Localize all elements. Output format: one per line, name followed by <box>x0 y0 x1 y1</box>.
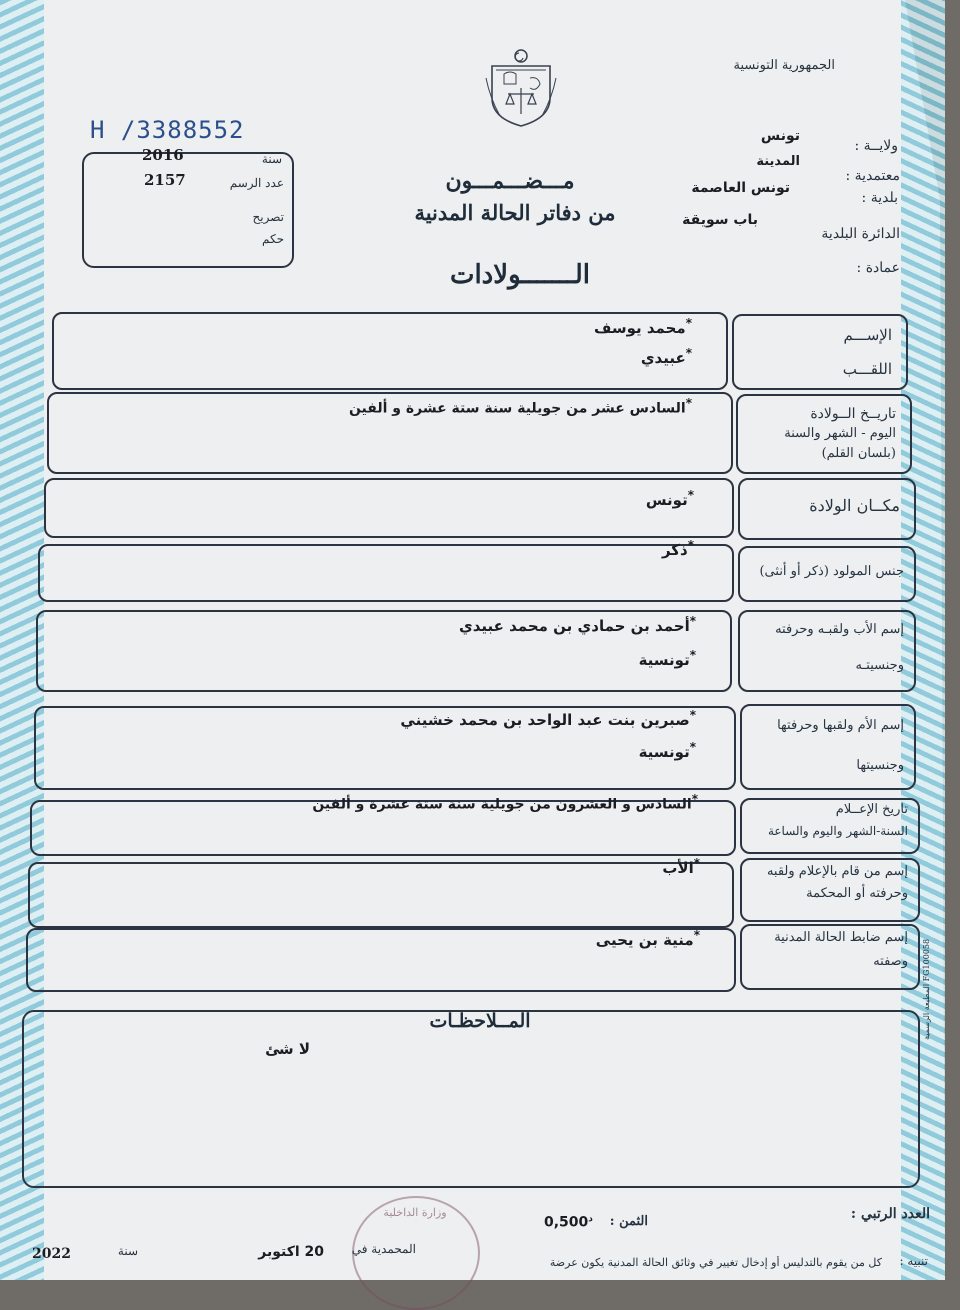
field-label-officer-detail: وصفته <box>873 954 908 969</box>
document-title-content: مـــضـــمـــون <box>445 168 575 194</box>
notice-text: كل من يقوم بالتدليس أو إدخال تغيير في وثائق الحالة المدنية يكون عرضة <box>549 1256 882 1269</box>
issue-place: المحمدية في <box>351 1242 416 1256</box>
field-value-first-name: *محمد يوسف <box>594 316 692 337</box>
price-label: الثمن : <box>609 1214 648 1229</box>
notice-label: تنبيه : <box>899 1254 928 1268</box>
remarks-value: لا شئ <box>265 1040 310 1058</box>
field-label-mother-nationality: وجنسيتها <box>856 758 904 773</box>
field-label-birth-place: مكــان الولادة <box>809 496 900 515</box>
imada-label: عمادة : <box>856 260 900 276</box>
printer-mark: المطبعة الرسمية FG100058 <box>922 938 931 1040</box>
registration-number-label: عدد الرسم <box>229 176 284 190</box>
document-title-births: الـــــــولادات <box>449 260 590 290</box>
baladiya-label: بلدية : <box>861 190 898 206</box>
field-label-mother: إسم الأم ولقبها وحرفتها <box>777 718 904 733</box>
field-value-mother: *صبرين بنت عبد الواحد بن محمد خشيني <box>400 708 696 729</box>
republic-title: الجمهورية التونسية <box>733 58 835 73</box>
field-label-box-mother <box>740 704 916 790</box>
remarks-box <box>22 1010 920 1188</box>
field-label-declaration-date-detail: السنة-الشهر واليوم والساعة <box>767 824 908 838</box>
field-value-declarant: *الأب <box>662 856 700 877</box>
footer-year-value: 2022 <box>32 1246 71 1262</box>
field-value-father-nationality: *تونسية <box>638 648 696 669</box>
judgment-label: حكم <box>261 232 284 246</box>
registration-number-value: 2157 <box>144 171 186 189</box>
registration-year-label: سنة <box>261 152 282 166</box>
field-label-declaration-date: تاريخ الإعــلام <box>835 802 908 817</box>
wilaya-label: ولايــة : <box>854 138 898 154</box>
footer-serial-label: العدد الرتبي : <box>850 1206 930 1222</box>
document-title-registers: من دفاتر الحالة المدنية <box>414 200 616 225</box>
field-value-last-name: *عبيدي <box>640 346 692 367</box>
field-value-officer: *منية بن يحيى <box>595 928 700 949</box>
field-label-birth-date-note: (بلسان القلم) <box>821 446 896 461</box>
field-label-father: إسم الأب ولقبـه وحرفته <box>775 622 904 637</box>
serial-number: H /3388552 <box>90 116 245 144</box>
baladiya-value: تونس العاصمة <box>691 180 790 196</box>
wilaya-value: تونس <box>760 128 800 144</box>
daira-label: الدائرة البلدية <box>821 226 900 242</box>
issue-date-value: 20 اكتوبر <box>258 1244 324 1260</box>
field-label-birth-date: تاريــخ الــولادة <box>810 406 896 422</box>
footer-year-label: سنة <box>117 1244 138 1258</box>
field-label-last-name: اللقـــب <box>842 360 892 378</box>
declaration-label: تصريح <box>252 210 284 224</box>
field-value-mother-nationality: *تونسية <box>638 740 696 761</box>
field-label-father-nationality: وجنسيتـه <box>855 658 904 673</box>
field-value-declaration-date: *السادس و العشرون من جويلية سنة ستة عشرة و ألفين <box>312 792 698 813</box>
field-value-birth-place: *تونس <box>645 488 694 509</box>
tunisia-coat-of-arms-icon <box>484 48 558 128</box>
remarks-title: المــلاحظـات <box>429 1010 531 1032</box>
stamp-text: وزارة الداخلية <box>383 1206 447 1219</box>
field-value-father: *أحمد بن حمادي بن محمد عبيدي <box>459 614 696 635</box>
registration-year-value: 2016 <box>142 146 184 164</box>
mutamadiya-label: معتمدية : <box>845 168 900 184</box>
field-label-birth-date-detail: اليوم - الشهر والسنة <box>784 426 896 441</box>
field-label-declarant: إسم من قام بالإعلام ولقبه <box>766 864 908 879</box>
field-value-sex: *ذكر <box>661 538 694 559</box>
field-label-sex: جنس المولود (ذكر أو أنثى) <box>759 564 904 579</box>
price-value: $0,500^د$ <box>544 1214 593 1231</box>
field-label-first-name: الإســـم <box>843 326 892 344</box>
mutamadiya-value: المدينة <box>756 154 800 169</box>
daira-value: باب سويقة <box>682 212 758 228</box>
field-label-officer: إسم ضابط الحالة المدنية <box>774 930 908 945</box>
field-label-declarant-detail: وحرفته أو المحكمة <box>806 886 908 901</box>
field-value-birth-date: *السادس عشر من جويلية سنة ستة عشرة و ألفين <box>348 396 692 417</box>
